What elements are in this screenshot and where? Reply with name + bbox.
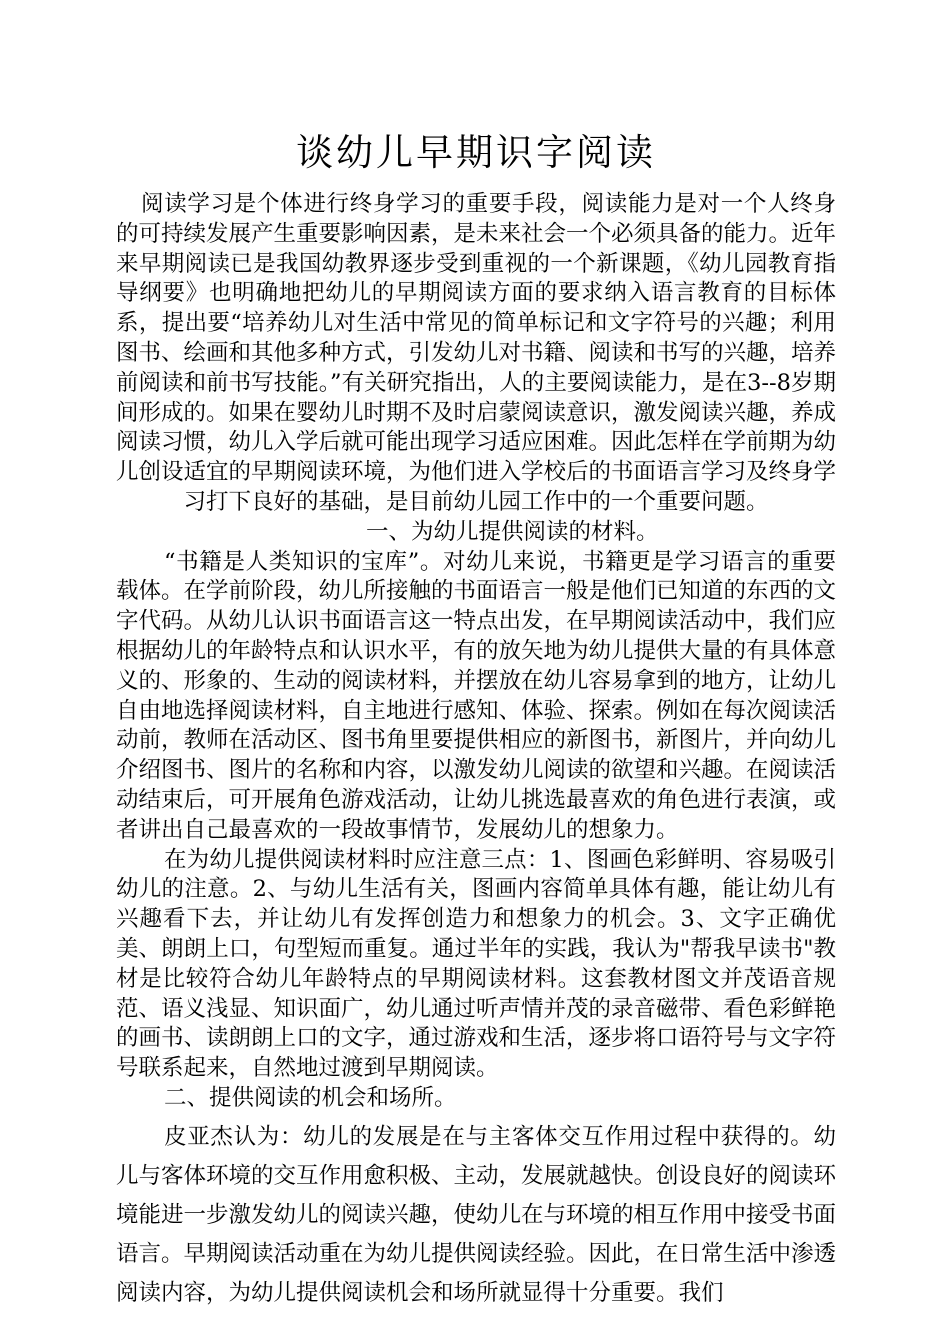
section-2-paragraph-1: 皮亚杰认为：幼儿的发展是在与主客体交互作用过程中获得的。幼儿与客体环境的交互作用愈积极、主动，发展就越快。创设良好的阅读环境能进一步激发幼儿的阅读兴趣，使幼儿在与环境的相互作用中接受书面语言。早期阅读活动重在为幼儿提供阅读经验。因此，在日常生活中渗透阅读内容，为幼儿提供阅读机会和场所就显得十分重要。我们 [116,1123,837,1306]
section-1-heading: 一、为幼儿提供阅读的材料。 [366,518,659,545]
dense-text-block [116,190,836,1114]
document-page [116,0,836,1313]
intro-paragraph: 阅读学习是个体进行终身学习的重要手段，阅读能力是对一个人终身的可持续发展产生重要影响因素，是未来社会一个必须具备的能力。近年来早期阅读已是我国幼教界逐步受到重视的一个新课题，《幼儿园教育指导纲要》也明确地把幼儿的早期阅读方面的要求纳入语言教育的目标体系，提出要“培养幼儿对生活中常见的简单标记和文字符号的兴趣；利用图书、绘画和其他多种方式，引发幼儿对书籍、阅读和书写的兴趣，培养前阅读和前书写技能。”有关研究指出，人的主要阅读能力，是在3--8岁期间形成的。如果在婴幼儿时期不及时启蒙阅读意识，激发阅读兴趣，养成阅读习惯，幼儿入学后就可能出现学习适应困难。因此怎样在学前期为幼儿创设适宜的早期阅读环境，为他们进入学校后的书面语言学习及终身学习打下良好的基础，是目前幼儿园工作中的一个重要问题。 [116,191,837,515]
section-1-paragraph-2: 在为幼儿提供阅读材料时应注意三点：1、图画色彩鲜明、容易吸引幼儿的注意。2、与幼儿生活有关，图画内容简单具体有趣，能让幼儿有兴趣看下去，并让幼儿有发挥创造力和想象力的机会。3、文字正确优美、朗朗上口，句型短而重复。通过半年的实践，我认为"帮我早读书"教材是比较符合幼儿年龄特点的早期阅读材料。这套教材图文并茂语音规范、语义浅显、知识面广，幼儿通过听声情并茂的录音磁带、看色彩鲜艳的画书、读朗朗上口的文字，通过游戏和生活，逐步将口语符号与文字符号联系起来，自然地过渡到早期阅读。 [116,846,837,1082]
document-title: 谈幼儿早期识字阅读 [296,131,656,174]
section-2-heading: 二、提供阅读的机会和场所。 [164,1084,457,1111]
section-1-paragraph-1: “书籍是人类知识的宝库”。对幼儿来说，书籍更是学习语言的重要载体。在学前阶段，幼儿所接触的书面语言一般是他们已知道的东西的文字代码。从幼儿认识书面语言这一特点出发，在早期阅读活动中，我们应根据幼儿的年龄特点和认识水平，有的放矢地为幼儿提供大量的有具体意义的、形象的、生动的阅读材料，并摆放在幼儿容易拿到的地方，让幼儿自由地选择阅读材料，自主地进行感知、体验、探索。例如在每次阅读活动前，教师在活动区、图书角里要提供相应的新图书，新图片，并向幼儿介绍图书、图片的名称和内容，以激发幼儿阅读的欲望和兴趣。在阅读活动结束后，可开展角色游戏活动，让幼儿挑选最喜欢的角色进行表演，或者讲出自己最喜欢的一段故事情节，发展幼儿的想象力。 [116,548,837,843]
